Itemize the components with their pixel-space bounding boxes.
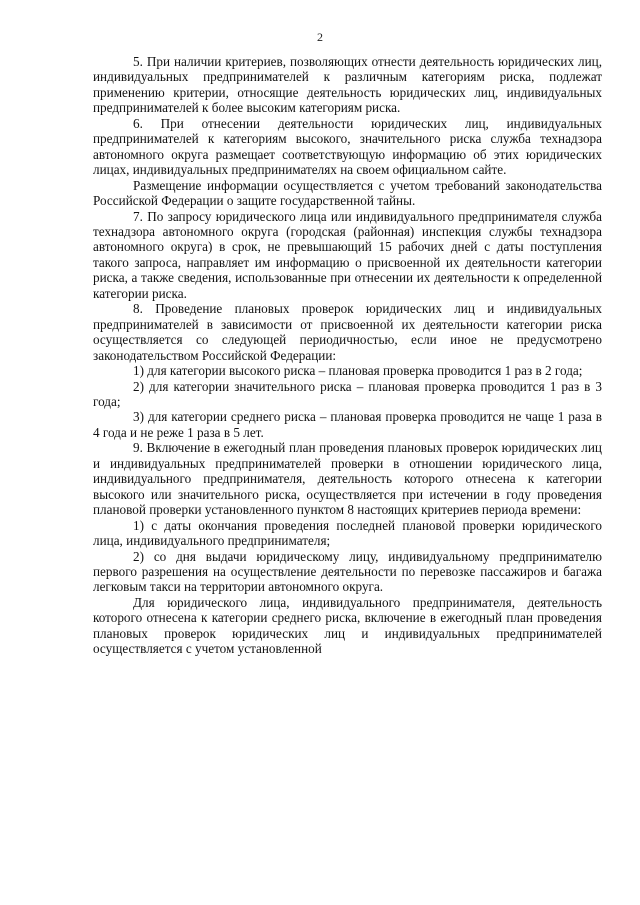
paragraph-9-item-2: 2) со дня выдачи юридическому лицу, индивидуальному предпринимателю первого разрешения на осуществление деятельности по перевозке пассажиров и багажа легковым такси на территории автономного округа. xyxy=(93,548,602,595)
paragraph-5: 5. При наличии критериев, позволяющих отнести деятельность юридических лиц, индивидуальных предпринимателей к различным категориям риска, подлежат применению критерии, относящие деятельность юридических лиц, индивидуальных предпринимателей к более высоким категориям риска. xyxy=(93,54,602,116)
document-body xyxy=(93,54,602,657)
paragraph-9: 9. Включение в ежегодный план проведения плановых проверок юридических лиц и индивидуальных предпринимателей проверки в отношении юридического лица, индивидуального предпринимателя, деятельность которого отнесена к категории высокого или значительного риска, осуществляется при истечении в году проведения плановой проверки установленного пунктом 8 настоящих критериев периода времени: xyxy=(93,440,602,518)
paragraph-6-note: Размещение информации осуществляется с учетом требований законодательства Российской Федерации о защите государственной тайны. xyxy=(93,177,602,209)
page-number: 2 xyxy=(317,30,323,44)
paragraph-7: 7. По запросу юридического лица или индивидуального предпринимателя служба технадзора автономного округа (городская (районная) инспекция службы технадзора автономного округа) в срок, не превышающий 15 рабочих дней с даты поступления такого запроса, направляет им информацию о присвоенной их деятельности категории риска, а также сведения, использованные при отнесении их деятельности к определенной категории риска. xyxy=(93,208,602,301)
paragraph-8-item-2: 2) для категории значительного риска – плановая проверка проводится 1 раз в 3 года; xyxy=(93,378,602,409)
paragraph-9-item-1: 1) с даты окончания проведения последней плановой проверки юридического лица, индивидуального предпринимателя; xyxy=(93,517,602,549)
paragraph-6: 6. При отнесении деятельности юридических лиц, индивидуальных предпринимателей к категориям высокого, значительного риска служба технадзора автономного округа размещает соответствующую информацию об этих юридических лицах, индивидуальных предпринимателях на своем официальном сайте. xyxy=(93,115,602,178)
paragraph-8: 8. Проведение плановых проверок юридических лиц и индивидуальных предпринимателей в зависимости от присвоенной их деятельности категории риска осуществляется со следующей периодичностью, если иное не предусмотрено законодательством Российской Федерации: xyxy=(93,301,602,363)
paragraph-8-item-3: 3) для категории среднего риска – плановая проверка проводится не чаще 1 раза в 4 года и не реже 1 раза в 5 лет. xyxy=(93,409,602,440)
paragraph-9-note: Для юридического лица, индивидуального предпринимателя, деятельность которого отнесена к категории среднего риска, включение в ежегодный план проведения плановых проверок юридических лиц и индивидуальных предпринимателей осуществляется с учетом установленной xyxy=(93,594,602,657)
paragraph-8-item-1: 1) для категории высокого риска – плановая проверка проводится 1 раз в 2 года; xyxy=(133,363,583,379)
